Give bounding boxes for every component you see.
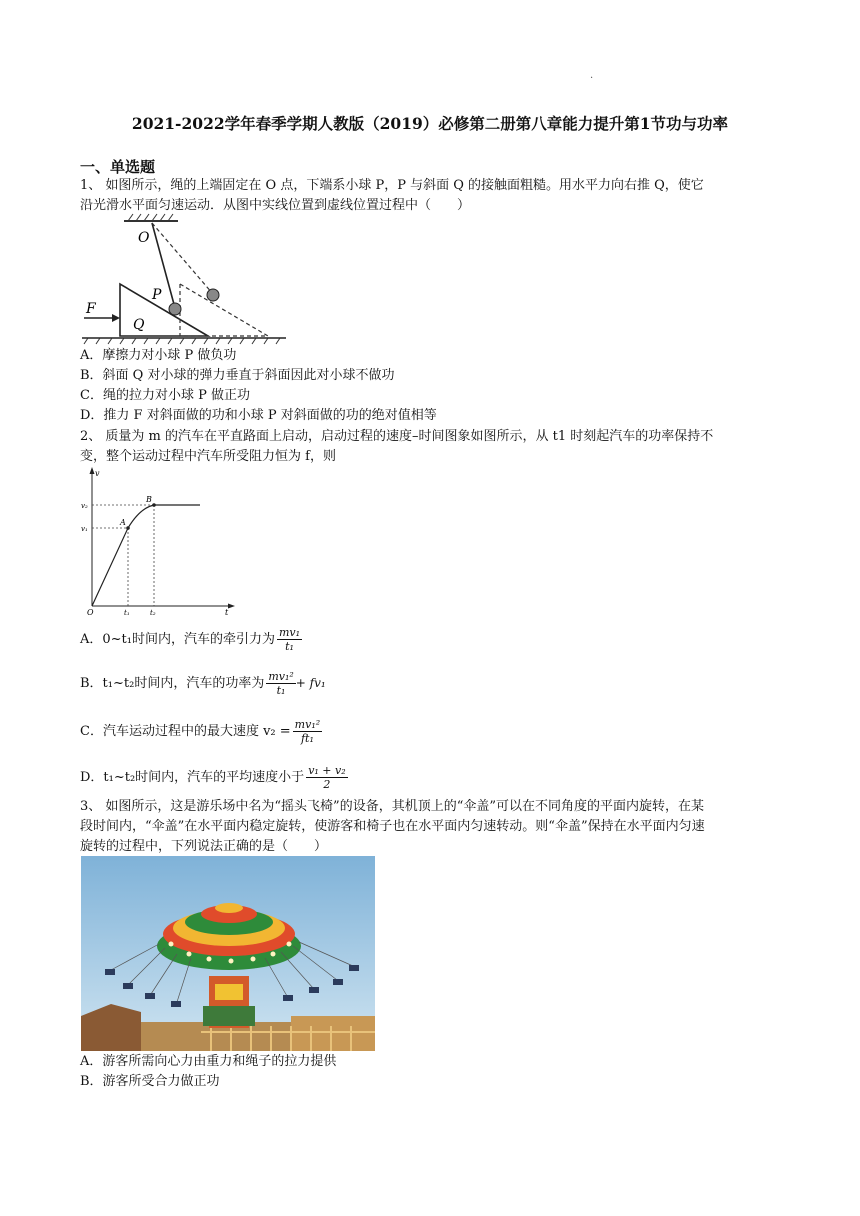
fraction: $\frac{\text{v₁ + v₂}}{2}$: [308, 764, 346, 791]
svg-text:v₂: v₂: [81, 502, 88, 510]
fraction: $\frac{\text{mv₁}}{\text{t₁}}$: [279, 626, 301, 653]
ceiling-hatch: [128, 214, 173, 221]
fraction: $\frac{\text{mv₁²}}{\text{ft₁}}$: [294, 718, 321, 745]
q3-option-a: A．游客所需向心力由重力和绳子的拉力提供: [80, 1054, 337, 1069]
fraction: $\frac{\text{mv₁²}}{\text{t₁}}$: [268, 670, 294, 697]
vt-curve: [92, 505, 200, 606]
q1-option-b: B．斜面 Q 对小球的弹力垂直于斜面因此对小球不做功: [80, 368, 395, 383]
svg-text:t: t: [225, 608, 229, 616]
q3-stem-line2: 段时间内，“伞盖”在水平面内稳定旋转，使游客和椅子也在水平面内匀速转动。则“伞盖”保持在水平面内匀速: [80, 819, 705, 834]
velocity-time-graph: [80, 464, 240, 616]
q2-stem-line1: 2、 质量为 m 的汽车在平直路面上启动，启动过程的速度–时间图象如图所示，从 t1 时刻起汽车的功率保持不: [80, 429, 714, 444]
label-q: Q: [133, 317, 145, 333]
incline-pendulum-figure: [80, 212, 290, 346]
svg-text:v₁: v₁: [81, 525, 88, 533]
svg-text:v: v: [95, 469, 100, 478]
q1-stem-line1: 1、 如图所示，绳的上端固定在 O 点，下端系小球 P，P 与斜面 Q 的接触面粗糙。用水平力向右推 Q，使它: [80, 178, 704, 193]
svg-text:B: B: [146, 495, 152, 504]
section-heading: 一、单选题: [80, 158, 156, 176]
q2-stem-line2: 变，整个运动过程中汽车所受阻力恒为 f，则: [80, 449, 336, 464]
label-o: O: [138, 230, 150, 246]
svg-text:A: A: [120, 518, 126, 527]
q1-option-d: D．推力 F 对斜面做的功和小球 P 对斜面做的功的绝对值相等: [80, 408, 437, 423]
svg-text:t₂: t₂: [150, 609, 156, 616]
q2-option-b: B．t₁~t₂时间内，汽车的功率为 $\frac{\text{mv₁²}}{\text{t₁}}$ + fv₁: [80, 670, 326, 697]
svg-text:O: O: [87, 608, 94, 616]
label-p: P: [152, 287, 162, 303]
q2-option-d: D．t₁~t₂时间内，汽车的平均速度小于 $\frac{\text{v₁ + v₂}}{2}$: [80, 764, 346, 791]
q3-option-b: B．游客所受合力做正功: [80, 1074, 220, 1089]
ball-dashed: [207, 289, 219, 301]
header-dot: .: [590, 70, 594, 81]
swing-ride-photo: [81, 856, 375, 1051]
q2-option-c: C．汽车运动过程中的最大速度 v₂ = $\frac{\text{mv₁²}}{\text{ft₁}}$: [80, 718, 321, 745]
ball-solid: [169, 303, 181, 315]
point-b: [152, 503, 156, 507]
q3-stem-line1: 3、 如图所示，这是游乐场中名为“摇头飞椅”的设备，其机顶上的“伞盖”可以在不同角度的平面内旋转，在某: [80, 799, 704, 814]
svg-text:t₁: t₁: [124, 609, 130, 616]
q1-option-c: C．绳的拉力对小球 P 做正功: [80, 388, 250, 403]
page-title: 2021-2022学年春季学期人教版（2019）必修第二册第八章能力提升第1节功与功率: [131, 114, 729, 133]
point-a: [126, 526, 130, 530]
q3-stem-line3: 旋转的过程中，下列说法正确的是（ ）: [80, 839, 328, 854]
label-f: F: [86, 301, 96, 317]
q1-option-a: A．摩擦力对小球 P 做负功: [80, 348, 237, 363]
q2-option-a: A．0~t₁时间内，汽车的牵引力为 $\frac{\text{mv₁}}{\text{t₁}}$: [80, 626, 301, 653]
ground-hatch: [84, 338, 280, 344]
q1-stem-line2: 沿光滑水平面匀速运动．从图中实线位置到虚线位置过程中（ ）: [80, 198, 471, 213]
